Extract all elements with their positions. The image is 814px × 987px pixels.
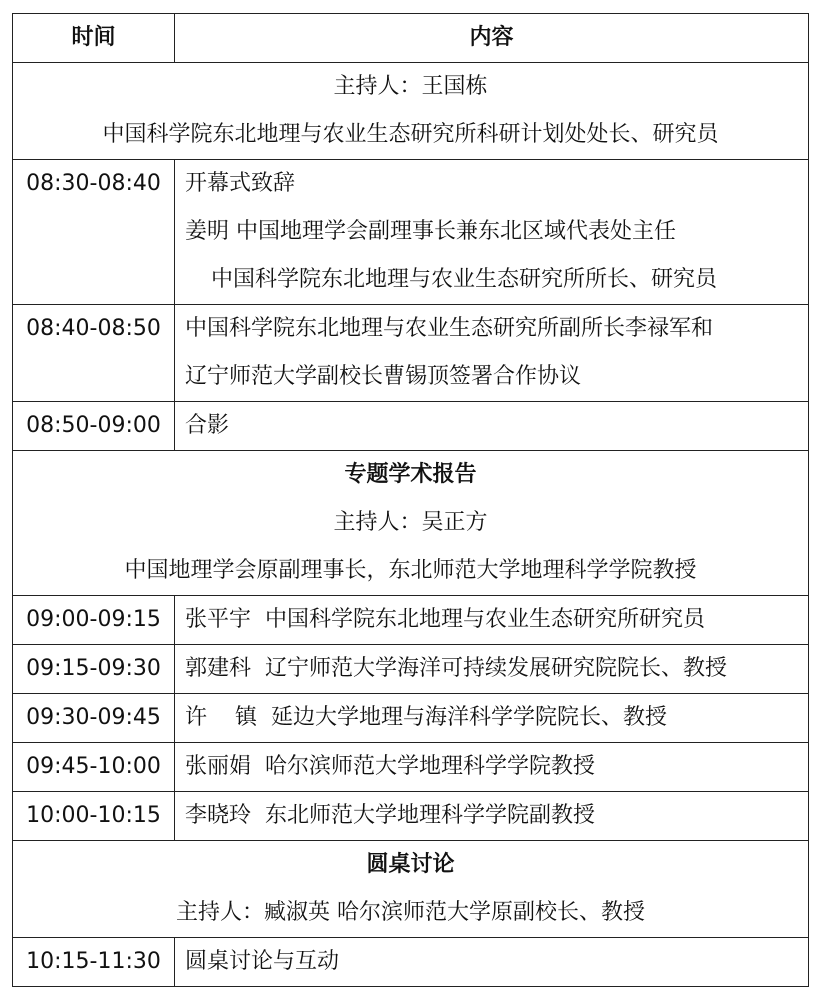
content-cell: 李晓玲 东北师范大学地理科学学院副教授 [175, 792, 809, 841]
table-row [13, 160, 809, 305]
session-host: 主持人：吴正方 [333, 510, 488, 535]
content-cell: 张丽娟 哈尔滨师范大学地理科学学院教授 [175, 743, 809, 792]
schedule-table [12, 13, 809, 987]
content-cell [175, 402, 809, 451]
host-title: 中国科学院东北地理与农业生态研究所科研计划处处长、研究员 [102, 122, 719, 147]
time-cell: 10:15-11:30 [13, 938, 175, 987]
table-row [13, 694, 809, 743]
opening-host-cell [13, 63, 809, 160]
session-header-row [13, 841, 809, 938]
time-cell: 08:30-08:40 [13, 160, 175, 305]
table-row [13, 596, 809, 645]
content-line: 合影 [185, 413, 230, 438]
session-host: 主持人：臧淑英 哈尔滨师范大学原副校长、教授 [176, 900, 645, 925]
content-cell: 圆桌讨论与互动 [175, 938, 809, 987]
content-cell [175, 305, 809, 402]
time-cell: 10:00-10:15 [13, 792, 175, 841]
session-header-row [13, 451, 809, 596]
table-row [13, 402, 809, 451]
table-row [13, 743, 809, 792]
session-header-cell [13, 841, 809, 938]
time-cell: 08:40-08:50 [13, 305, 175, 402]
time-cell: 08:50-09:00 [13, 402, 175, 451]
content-cell: 郭建科 辽宁师范大学海洋可持续发展研究院院长、教授 [175, 645, 809, 694]
opening-host-row [13, 63, 809, 160]
table-row [13, 938, 809, 987]
content-cell: 许 镇 延边大学地理与海洋科学学院院长、教授 [175, 694, 809, 743]
content-line: 开幕式致辞 [185, 171, 296, 196]
header-row [13, 14, 809, 63]
content-cell: 张平宇 中国科学院东北地理与农业生态研究所研究员 [175, 596, 809, 645]
content-line: 辽宁师范大学副校长曹锡顶签署合作协议 [185, 364, 582, 389]
header-time: 时间 [13, 14, 175, 63]
session-title: 专题学术报告 [344, 462, 477, 487]
content-line: 中国科学院东北地理与农业生态研究所副所长李禄军和 [185, 316, 714, 341]
content-cell [175, 160, 809, 305]
session-title: 圆桌讨论 [366, 852, 455, 877]
session-host-title: 中国地理学会原副理事长，东北师范大学地理科学学院教授 [124, 558, 697, 583]
host-name: 主持人：王国栋 [333, 74, 488, 99]
time-cell: 09:45-10:00 [13, 743, 175, 792]
table-row [13, 645, 809, 694]
table-row [13, 792, 809, 841]
time-cell: 09:30-09:45 [13, 694, 175, 743]
session-header-cell [13, 451, 809, 596]
header-content: 内容 [175, 14, 809, 63]
content-line: 中国科学院东北地理与农业生态研究所所长、研究员 [211, 267, 718, 292]
time-cell: 09:00-09:15 [13, 596, 175, 645]
time-cell: 09:15-09:30 [13, 645, 175, 694]
table-row [13, 305, 809, 402]
content-line: 姜明 中国地理学会副理事长兼东北区域代表处主任 [185, 219, 676, 244]
